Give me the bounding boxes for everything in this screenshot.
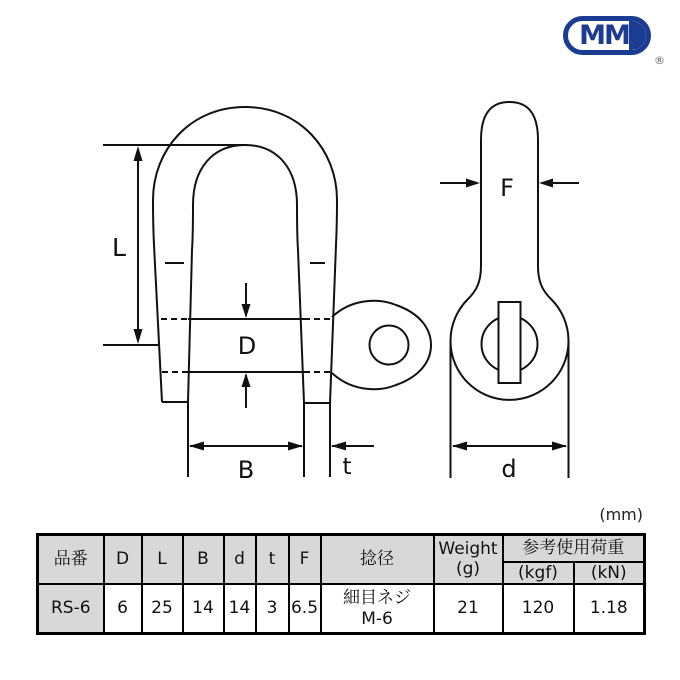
dim-label-F: F: [500, 174, 514, 202]
cell-L: 25: [142, 584, 183, 634]
cell-B: 14: [183, 584, 224, 634]
header-weight-line1: Weight: [438, 539, 498, 560]
registered-trademark-symbol: ®: [654, 54, 665, 67]
header-d: d: [224, 535, 256, 584]
cell-part-no: RS-6: [38, 584, 104, 634]
cell-kgf: 120: [503, 584, 574, 634]
arrowhead-t-left: [331, 442, 346, 451]
header-t: t: [256, 535, 289, 584]
bow-inner-outline: [188, 145, 304, 403]
arrowhead-f-left: [539, 179, 553, 188]
cell-D: 6: [104, 584, 142, 634]
header-L: L: [142, 535, 183, 584]
header-kn: (kN): [574, 562, 645, 584]
pin-eye-hole: [370, 326, 409, 365]
header-weight: [434, 535, 503, 584]
arrowhead-d-down: [242, 304, 251, 318]
dim-label-D: D: [237, 332, 257, 360]
logo-text: MM: [579, 20, 629, 51]
dim-label-t: t: [342, 454, 352, 480]
header-kgf: (kgf): [503, 562, 574, 584]
header-ref-load: 参考使用荷重: [503, 535, 645, 562]
cell-F: 6.5: [289, 584, 321, 634]
dim-label-L: L: [112, 233, 126, 262]
unit-note: (mm): [599, 505, 643, 524]
cell-weight: 21: [434, 584, 503, 634]
table-row: [38, 584, 645, 634]
shackle-side-view: [103, 107, 431, 477]
cell-kn: 1.18: [574, 584, 645, 634]
dim-label-B: B: [237, 456, 255, 484]
cell-screw-dia: [321, 584, 434, 634]
header-part-no: 品番: [38, 535, 104, 584]
arrowhead-l-up: [134, 146, 143, 161]
cell-screw-line2: M-6: [361, 608, 393, 629]
cell-screw-line1: 細目ネジ: [343, 588, 411, 609]
cell-d: 14: [224, 584, 256, 634]
arrowhead-b-right: [288, 442, 303, 451]
pin-eye-outline: [332, 301, 431, 389]
arrowhead-d2-right: [552, 442, 567, 451]
cell-t: 3: [256, 584, 289, 634]
spec-table: [36, 533, 646, 635]
arrowhead-d2-left: [452, 442, 467, 451]
arrowhead-l-down: [134, 329, 143, 344]
arrowhead-b-left: [189, 442, 204, 451]
arrowhead-d-up: [242, 373, 251, 387]
header-B: B: [183, 535, 224, 584]
header-D: D: [104, 535, 142, 584]
dim-label-d: d: [501, 455, 517, 483]
arrowhead-f-right: [466, 179, 480, 188]
header-F: F: [289, 535, 321, 584]
pin-front-view: [440, 102, 579, 478]
header-screw-dia: 捻径: [321, 535, 434, 584]
header-weight-line2: (g): [455, 559, 481, 580]
pin-cross-bar: [499, 302, 521, 383]
